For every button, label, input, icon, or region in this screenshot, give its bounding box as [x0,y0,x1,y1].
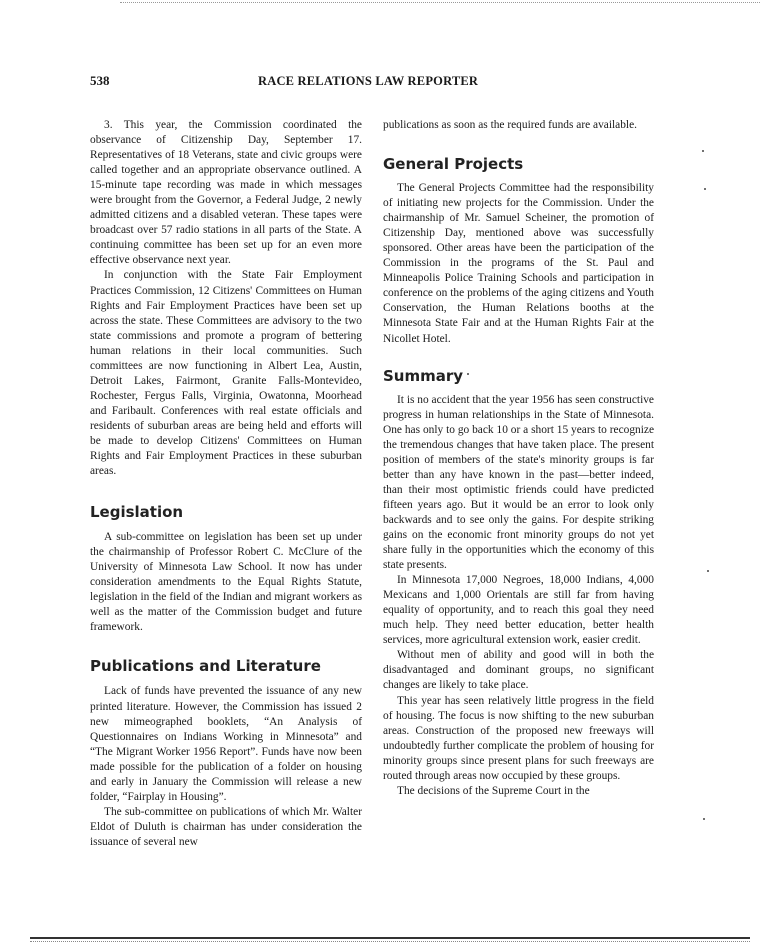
page-number: 538 [90,73,110,88]
bottom-edge-rule [30,937,750,939]
legislation-heading: Legislation [90,503,184,522]
good-will-paragraph: Without men of ability and good will in both the disadvantaged and dominant groups, no significant changes are likely to take place. [383,649,654,692]
general-projects-heading: General Projects [383,155,524,174]
publications-heading: Publications and Literature [90,657,321,676]
supreme-court-paragraph: The decisions of the Supreme Court in the [397,784,590,797]
scan-speck [702,150,704,152]
general-projects-paragraph: The General Projects Committee had the responsibility of initiating new projects for the Commission. Under the chairmanship of Mr. Samuel Scheiner, the promotion of Citizenship Day, mentioned above was successfully sponsored. Other areas have been the participation of the Commission in the programs of the St. Paul and Minneapolis Police Training Schools and participation in conference on the problems of the aging citizens and Youth Conservation, the Human Relations booths at the Minnesota State Fair and at the Human Rights Fair at the Nicollet Hotel. [383,182,654,345]
bottom-edge-dotted-rule [30,941,750,942]
legislation-paragraph: A sub-committee on legislation has been set up under the chairmanship of Professor Robert C. McClure of the University of Minnesota Law School. It now has under consideration amendments to the Equal Rights Statute, legislation in the field of the Indian and migrant workers as well as the matter of the Commission budget and future framework. [90,531,362,634]
left-column [90,118,362,850]
scan-speck [467,373,469,375]
scan-speck [703,818,705,820]
summary-heading: Summary [383,366,464,385]
citizenship-day-paragraph: 3. This year, the Commission coordinated the observance of Citizenship Day, September 17. Representatives of 18 Veterans, state and civic groups were called together and an appropriate observance outlined. A 15-minute tape recording was made in which messages were brought from the Governor, a Federal Judge, 2 newly admitted citizens and a disabled veteran. These tapes were broadcast over 57 radio stations in all parts of the State. A continuing committee has been set up for an even more effective observance next year. [90,119,362,267]
right-column [383,118,654,799]
summary-paragraph: It is no accident that the year 1956 has seen constructive progress in human relationships in the State of Minnesota. One has only to go back 10 or a short 15 years to recognize the tremendous changes that have taken place. The present position of members of the state's minority groups is far better than any have known in the past—better indeed, than their most optimistic friends could have predicted fifteen years ago. But it would be an error to look only backwards and to see only the gains. For despite striking gains on the economic front minority groups do not yet share fully in the opportunities which the economy of this state presents. [383,393,654,572]
scan-speck [704,188,706,190]
publications-paragraph: Lack of funds have prevented the issuance of any new printed literature. However, the Commission has issued 2 new mimeographed booklets, “An Analysis of Questionnaires on Indians Working in Minnesota” and “The Migrant Worker 1956 Report”. Funds have now been made possible for the publication of a folder on housing and early in January the Commission will release a new folder, “Fairplay in Housing”. [90,685,362,803]
publications-subcommittee-paragraph: The sub-committee on publications of which Mr. Walter Eldot of Duluth is chairman has under consideration the issuance of several new [90,805,362,848]
citizens-committees-paragraph: In conjunction with the State Fair Employment Practices Commission, 12 Citizens' Committees on Human Rights and Fair Employment Practices have been set up across the state. These Committees are advisory to the two state commissions and promote a program of bettering human relations in their local communities. Such committees are now functioning in Albert Lea, Austin, Detroit Lakes, Fairmont, Granite Falls-Montevideo, Rochester, Fergus Falls, Virginia, Owatonna, Moorhead and Faribault. Conferences with real estate officials and residents of suburban areas are being held and efforts will be made to develop Citizens' Committees on Human Rights and Fair Employment Practices in these suburban areas. [90,269,362,478]
scan-speck [707,570,709,572]
population-paragraph: In Minnesota 17,000 Negroes, 18,000 Indians, 4,000 Mexicans and 1,000 Orientals are still far from having equality of opportunity, and to reach this goal they need much help. They need better education, better health services, more agricultural extension work, easier credit. [383,574,654,647]
continuation-paragraph: publications as soon as the required funds are available. [383,119,637,131]
housing-paragraph: This year has seen relatively little progress in the field of housing. The focus is now shifting to the new suburban areas. Construction of the proposed new freeways will undoubtedly further complicate the problem of housing for minority groups since present plans for such freeways are routed through areas now occupied by these groups. [383,694,654,782]
top-edge-rule [120,2,760,3]
running-head: RACE RELATIONS LAW REPORTER [258,74,479,88]
